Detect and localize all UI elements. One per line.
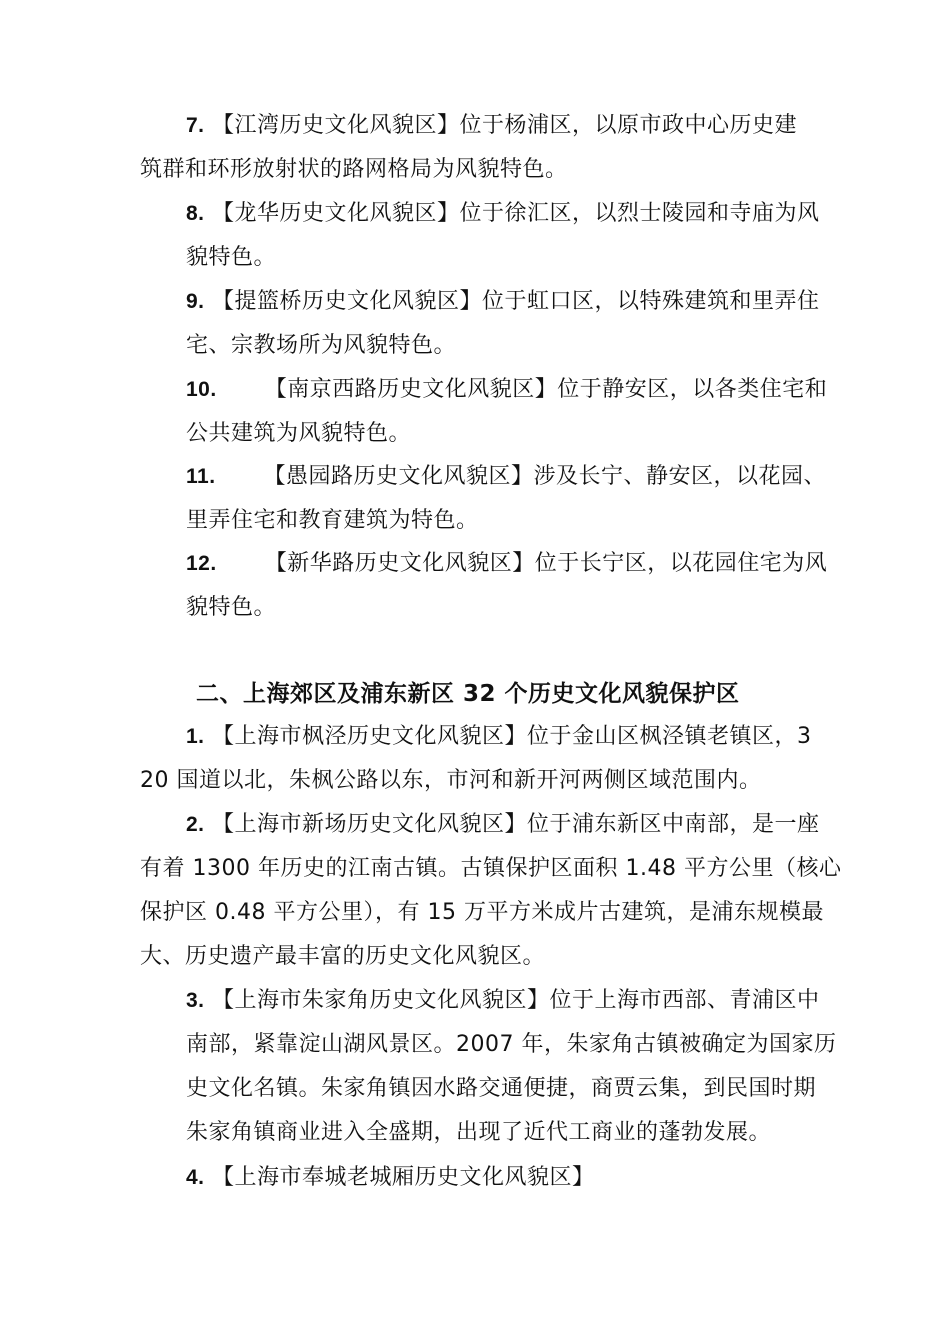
item-text: 公共建筑为风貌特色。 <box>186 421 412 446</box>
item-text: 20 国道以北，朱枫公路以东，市河和新开河两侧区域范围内。 <box>140 768 762 793</box>
list-item-continuation <box>186 499 479 543</box>
item-text: 【上海市新场历史文化风貌区】位于浦东新区中南部，是一座 <box>212 812 820 837</box>
item-text: 【上海市枫泾历史文化风貌区】位于金山区枫泾镇老镇区，3 <box>212 724 812 749</box>
item-number: 10. <box>186 378 217 401</box>
item-text: 【江湾历史文化风貌区】位于杨浦区，以原市政中心历史建 <box>212 113 798 138</box>
item-number: 2. <box>186 813 205 836</box>
list-item <box>186 542 827 586</box>
item-number: 11. <box>186 465 216 488</box>
list-item-continuation <box>140 891 824 935</box>
list-item-continuation <box>186 412 411 456</box>
item-number: 7. <box>186 114 205 137</box>
item-text: 有着 1300 年历史的江南古镇。古镇保护区面积 1.48 平方公里（核心 <box>140 856 842 881</box>
item-text: 【龙华历史文化风貌区】位于徐汇区，以烈士陵园和寺庙为风 <box>212 201 820 226</box>
item-text: 貌特色。 <box>186 595 277 620</box>
item-number: 1. <box>186 725 205 748</box>
list-item <box>186 192 820 236</box>
list-item-continuation <box>186 236 276 280</box>
item-text: 【南京西路历史文化风貌区】位于静安区，以各类住宅和 <box>264 377 828 402</box>
item-text: 貌特色。 <box>186 245 277 270</box>
item-text: 大、历史遗产最丰富的历史文化风貌区。 <box>140 944 546 969</box>
list-item <box>186 104 797 148</box>
item-text: 筑群和环形放射状的路网格局为风貌特色。 <box>140 157 568 182</box>
list-item <box>186 455 826 499</box>
list-item <box>186 368 827 412</box>
list-item-continuation <box>186 586 276 630</box>
item-number: 3. <box>186 989 205 1012</box>
list-item-continuation <box>186 1067 816 1111</box>
item-number: 8. <box>186 202 205 225</box>
item-number: 12. <box>186 552 217 575</box>
item-text: 宅、宗教场所为风貌特色。 <box>186 333 457 358</box>
list-item-continuation <box>140 759 762 803</box>
list-item <box>186 1156 595 1200</box>
item-number: 4. <box>186 1166 205 1189</box>
list-item-continuation <box>140 935 545 979</box>
list-item-continuation <box>186 1111 771 1155</box>
item-text: 南部，紧靠淀山湖风景区。2007 年，朱家角古镇被确定为国家历 <box>186 1032 837 1057</box>
item-text: 【提篮桥历史文化风貌区】位于虹口区，以特殊建筑和里弄住 <box>212 289 820 314</box>
list-item <box>186 715 812 759</box>
item-text: 【新华路历史文化风貌区】位于长宁区，以花园住宅为风 <box>264 551 828 576</box>
item-text: 【上海市奉城老城厢历史文化风貌区】 <box>212 1165 595 1190</box>
section-heading: 二、上海郊区及浦东新区 32 个历史文化风貌保护区 <box>196 681 740 707</box>
list-item-continuation <box>186 324 456 368</box>
item-text: 朱家角镇商业进入全盛期，出现了近代工商业的蓬勃发展。 <box>186 1120 772 1145</box>
item-number: 9. <box>186 290 205 313</box>
list-item <box>186 979 820 1023</box>
item-text: 【上海市朱家角历史文化风貌区】位于上海市西部、青浦区中 <box>212 988 820 1013</box>
list-item <box>186 803 820 847</box>
list-item-continuation <box>186 1023 836 1067</box>
list-item-continuation <box>140 847 841 891</box>
list-item <box>186 280 820 324</box>
item-text: 【愚园路历史文化风貌区】涉及长宁、静安区，以花园、 <box>263 464 827 489</box>
list-item-continuation <box>140 148 568 192</box>
item-text: 史文化名镇。朱家角镇因水路交通便捷，商贾云集，到民国时期 <box>186 1076 817 1101</box>
item-text: 里弄住宅和教育建筑为特色。 <box>186 508 479 533</box>
item-text: 保护区 0.48 平方公里），有 15 万平方米成片古建筑，是浦东规模最 <box>140 900 824 925</box>
